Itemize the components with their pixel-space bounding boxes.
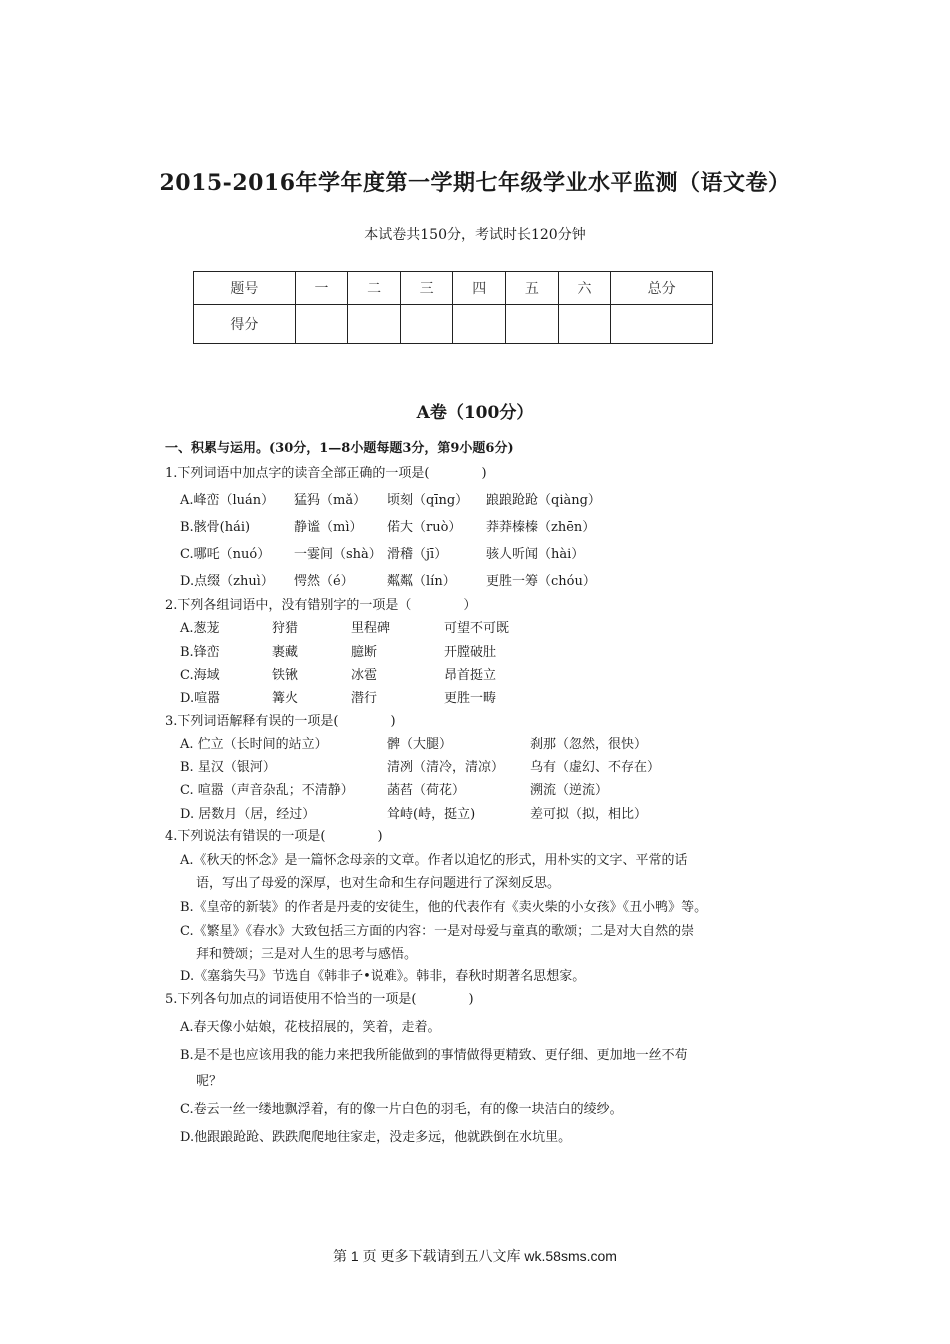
- option-item: 冰雹: [351, 668, 378, 683]
- option-item: A. 伫立（长时间的站立）: [180, 737, 328, 752]
- option-item: 潜行: [351, 691, 378, 706]
- option-text: D.《塞翁失马》节选自《韩非子•说难》。韩非，春秋时期著名思想家。: [180, 969, 586, 984]
- option-item: C.海域: [180, 668, 220, 683]
- option-item: C. 喧嚣（声音杂乱；不清静）: [180, 783, 354, 798]
- option-item: 臆断: [351, 645, 378, 660]
- option-item: 篝火: [272, 691, 299, 706]
- option-item: 菡萏（荷花）: [387, 783, 466, 798]
- score-cell: [348, 305, 401, 344]
- score-cell: 二: [348, 272, 401, 305]
- option-item: 更胜一畴: [444, 691, 497, 706]
- score-table-score-row: [194, 305, 713, 344]
- option-item: 乌有（虚幻、不存在）: [530, 760, 661, 775]
- option-item: D. 居数月（居，经过）: [180, 807, 316, 822]
- option-text: C.《繁星》《春水》大致包括三方面的内容：一是对母爱与童真的歌颂；二是对大自然的崇: [180, 924, 695, 939]
- option-text: A.春天像小姑娘，花枝招展的，笑着，走着。: [180, 1020, 441, 1035]
- option-item: 静谧（mì）: [294, 520, 363, 535]
- option-item: 耸峙(峙，挺立): [387, 807, 476, 822]
- score-cell: 一: [295, 272, 348, 305]
- score-cell: 总分: [611, 272, 713, 305]
- score-cell: [400, 305, 453, 344]
- option-item: 骇人听闻（hài）: [486, 547, 585, 562]
- question-5-stem: 5.下列各句加点的词语使用不恰当的一项是( ): [165, 992, 474, 1007]
- score-cell: [453, 305, 506, 344]
- question-1-stem: 1.下列词语中加点字的读音全部正确的一项是( ): [165, 466, 487, 481]
- option-item: D.喧嚣: [180, 691, 221, 706]
- score-cell: 得分: [194, 305, 296, 344]
- option-item: 清冽（清冷，清凉）: [387, 760, 505, 775]
- option-item: 一霎间（shà）: [294, 547, 382, 562]
- question-4-stem: 4.下列说法有错误的一项是( ): [165, 829, 383, 844]
- option-item: C.哪吒（nuó）: [180, 547, 271, 562]
- option-item: 昂首挺立: [444, 668, 497, 683]
- option-text: 拜和赞颂；三是对人生的思考与感悟。: [196, 947, 418, 962]
- score-cell: 六: [558, 272, 611, 305]
- option-item: 顷刻（qīng）: [387, 493, 469, 508]
- option-item: 刹那（忽然，很快）: [530, 737, 648, 752]
- score-table-header-row: [194, 272, 713, 305]
- option-text: D.他跟踉跄跄、跌跌爬爬地往家走，没走多远，他就跌倒在水坑里。: [180, 1130, 572, 1145]
- option-item: 差可拟（拟，相比）: [530, 807, 648, 822]
- option-item: A.葱茏: [180, 621, 220, 636]
- option-item: B. 星汉（银河）: [180, 760, 276, 775]
- option-item: 狩猎: [272, 621, 299, 636]
- exam-info: 本试卷共150分，考试时长120分钟: [364, 227, 586, 243]
- option-text: B.是不是也应该用我的能力来把我所能做到的事情做得更精致、更仔细、更加地一丝不苟: [180, 1048, 688, 1063]
- option-item: 猛犸（mǎ）: [294, 493, 367, 508]
- score-cell: 四: [453, 272, 506, 305]
- option-text: C.卷云一丝一缕地飘浮着，有的像一片白色的羽毛，有的像一块洁白的绫纱。: [180, 1102, 623, 1117]
- question-2-stem: 2.下列各组词语中，没有错别字的一项是（ ）: [165, 598, 477, 613]
- score-cell: [295, 305, 348, 344]
- section-title: A卷（100分）: [416, 403, 534, 423]
- option-item: 开膛破肚: [444, 645, 497, 660]
- option-text: 呢？: [196, 1074, 223, 1089]
- option-item: 可望不可既: [444, 621, 510, 636]
- option-item: 愕然（é）: [294, 574, 354, 589]
- option-item: 溯流（逆流）: [530, 783, 609, 798]
- score-cell: [506, 305, 559, 344]
- option-text: B.《皇帝的新装》的作者是丹麦的安徒生，他的代表作有《卖火柴的小女孩》《丑小鸭》等。: [180, 900, 708, 915]
- option-item: 踉踉跄跄（qiàng）: [486, 493, 601, 508]
- option-item: 粼粼（lín）: [387, 574, 456, 589]
- option-item: B.锋峦: [180, 645, 220, 660]
- option-item: 髀（大腿）: [387, 737, 453, 752]
- option-item: 偌大（ruò）: [387, 520, 462, 535]
- question-3-stem: 3.下列词语解释有误的一项是( ): [165, 714, 396, 729]
- score-table: [193, 271, 713, 344]
- score-cell: 题号: [194, 272, 296, 305]
- score-cell: [611, 305, 713, 344]
- option-item: 铁锹: [272, 668, 299, 683]
- option-item: 滑稽（jī）: [387, 547, 448, 562]
- option-item: 里程碑: [351, 621, 391, 636]
- score-cell: [558, 305, 611, 344]
- option-text: 语，写出了母爱的深厚，也对生命和生存问题进行了深刻反思。: [196, 876, 561, 891]
- option-text: A.《秋天的怀念》是一篇怀念母亲的文章。作者以追忆的形式，用朴实的文字、平常的话: [180, 853, 688, 868]
- option-item: 裹藏: [272, 645, 299, 660]
- option-item: 莽莽榛榛（zhēn）: [486, 520, 596, 535]
- option-item: B.骸骨(hái): [180, 520, 251, 535]
- score-cell: 三: [400, 272, 453, 305]
- part-heading: 一、积累与运用。(30分，1—8小题每题3分，第9小题6分): [165, 441, 514, 456]
- option-item: A.峰峦（luán）: [180, 493, 275, 508]
- score-cell: 五: [506, 272, 559, 305]
- page-footer: 第 1 页 更多下载请到五八文库 wk.58sms.com: [333, 1248, 617, 1264]
- page-title: 2015-2016年学年度第一学期七年级学业水平监测（语文卷）: [159, 170, 791, 196]
- option-item: D.点缀（zhuì）: [180, 574, 274, 589]
- option-item: 更胜一筹（chóu）: [486, 574, 596, 589]
